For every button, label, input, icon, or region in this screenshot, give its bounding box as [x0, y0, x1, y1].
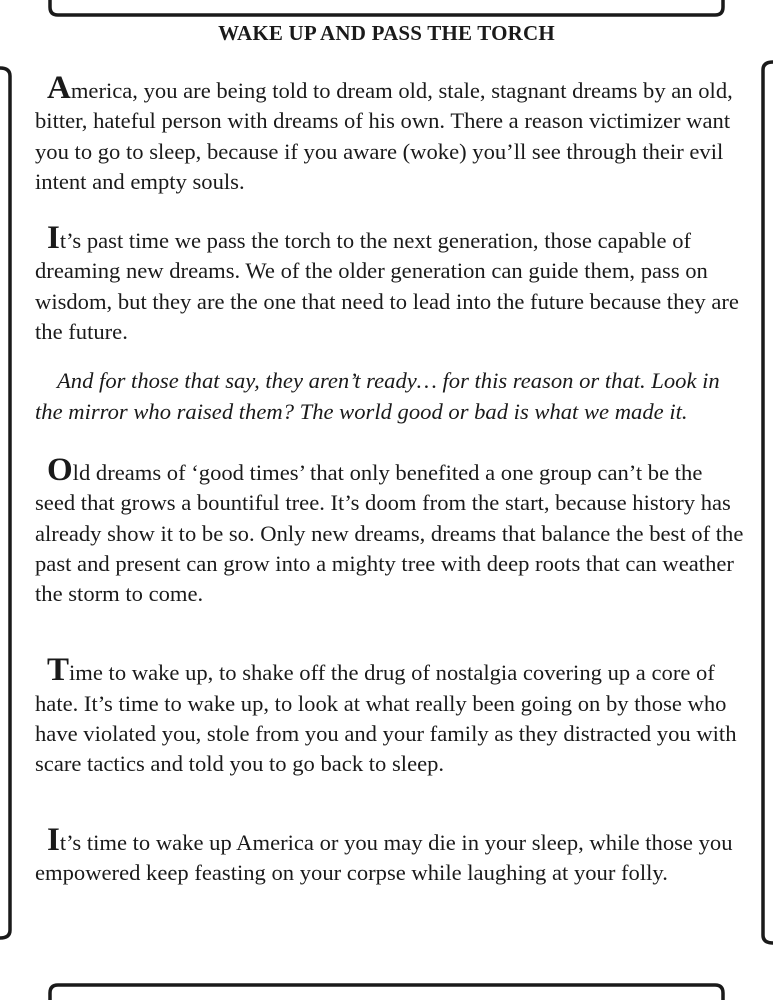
drop-cap: A — [47, 70, 71, 106]
paragraph-text: t’s past time we pass the torch to the next generation, those capable of dreaming new dreams. We of the older generation can guide them, pass on wisdom, but they are the one that need to lead into the future because they are the future. — [35, 228, 739, 345]
paragraph-3-italic — [35, 366, 745, 427]
page-title: WAKE UP AND PASS THE TORCH — [218, 21, 555, 45]
paragraph-5 — [35, 652, 745, 779]
article-body — [35, 70, 745, 888]
frame-right-bracket — [763, 62, 773, 943]
frame-top-bracket — [50, 0, 723, 15]
paragraph-text: ld dreams of ‘good times’ that only benefited a one group can’t be the seed that grows a bountiful tree. It’s doom from the start, because history has already show it to be so. Only new dreams, dreams that balance the best of the past and present can grow into a mighty tree with deep roots that can weather the storm to come. — [35, 459, 744, 607]
drop-cap: I — [47, 220, 60, 257]
paragraph-text: And for those that say, they aren’t ready… for this reason or that. Look in the mirror who raised them? The world good or bad is what we made it. — [35, 368, 720, 424]
paragraph-text: ime to wake up, to shake off the drug of nostalgia covering up a core of hate. It’s time to wake up, to look at what really been going on by those who have violated you, stole from you and your family as they distracted you with scare tactics and told you to go back to sleep. — [35, 660, 737, 777]
paragraph-2 — [35, 220, 745, 347]
paragraph-6 — [35, 821, 745, 889]
drop-cap: T — [47, 652, 70, 689]
paragraph-1 — [35, 70, 745, 197]
frame-left-bracket — [0, 68, 10, 938]
drop-cap: I — [47, 821, 60, 858]
paragraph-4 — [35, 451, 745, 609]
paragraph-text: t’s time to wake up America or you may die in your sleep, while those you empowered keep feasting on your corpse while laughing at your folly. — [35, 829, 733, 885]
drop-cap: O — [47, 451, 73, 488]
frame-bottom-bracket — [50, 985, 723, 1000]
paragraph-text: merica, you are being told to dream old, stale, stagnant dreams by an old, bitter, hateful person with dreams of his own. There a reason victimizer want you to go to sleep, because if you aware (woke) you’ll see through their evil intent and empty souls. — [35, 78, 733, 194]
